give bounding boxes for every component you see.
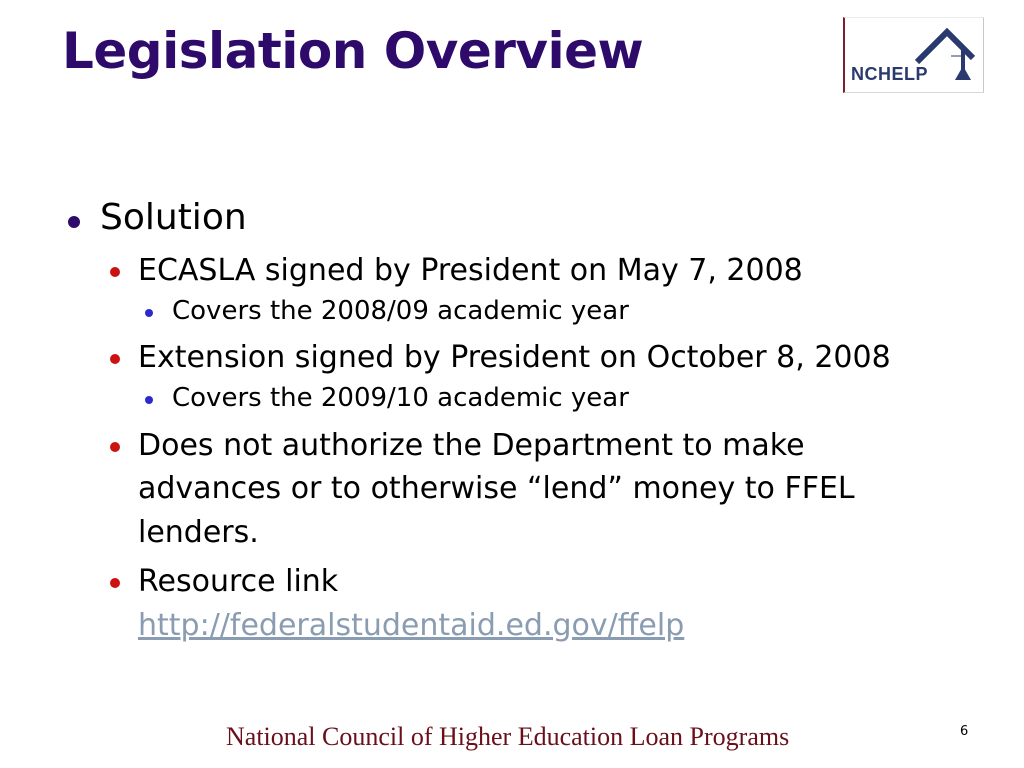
- bullet-icon: [110, 267, 120, 277]
- logo-text: NCHELP: [851, 64, 929, 84]
- bullet-text: Solution: [100, 197, 247, 238]
- page-number: 6: [960, 724, 969, 739]
- bullet-solution: [62, 196, 982, 239]
- bullet-ecasla-sub: [138, 293, 982, 331]
- footer-organization: National Council of Higher Education Loan Programs: [226, 722, 790, 751]
- bullet-icon: [145, 309, 153, 317]
- slide-content: [62, 196, 982, 647]
- bullet-resource: [100, 560, 982, 647]
- bullet-icon: [110, 578, 120, 588]
- bullet-extension: [100, 336, 982, 380]
- bullet-icon: [145, 396, 153, 404]
- nchelp-logo: [843, 17, 984, 93]
- bullet-text: ECASLA signed by President on May 7, 2008: [138, 253, 803, 289]
- bullet-ecasla: [100, 249, 982, 293]
- bullet-icon: [110, 354, 120, 364]
- bullet-text: Extension signed by President on October 8, 2008: [138, 340, 891, 376]
- bullet-text: Covers the 2009/10 academic year: [172, 382, 629, 413]
- bullet-text: Resource link: [138, 564, 339, 600]
- bullet-icon: [110, 442, 120, 452]
- bullet-icon: [68, 216, 80, 228]
- bullet-advances: [100, 424, 908, 555]
- bullet-text: Does not authorize the Department to make advances or to otherwise “lend” money to FFEL lenders.: [138, 427, 855, 550]
- slide-title: Legislation Overview: [62, 22, 644, 80]
- bullet-text: Covers the 2008/09 academic year: [172, 295, 629, 326]
- resource-link[interactable]: http://federalstudentaid.ed.gov/ffelp: [138, 607, 685, 643]
- bullet-extension-sub: [138, 380, 982, 418]
